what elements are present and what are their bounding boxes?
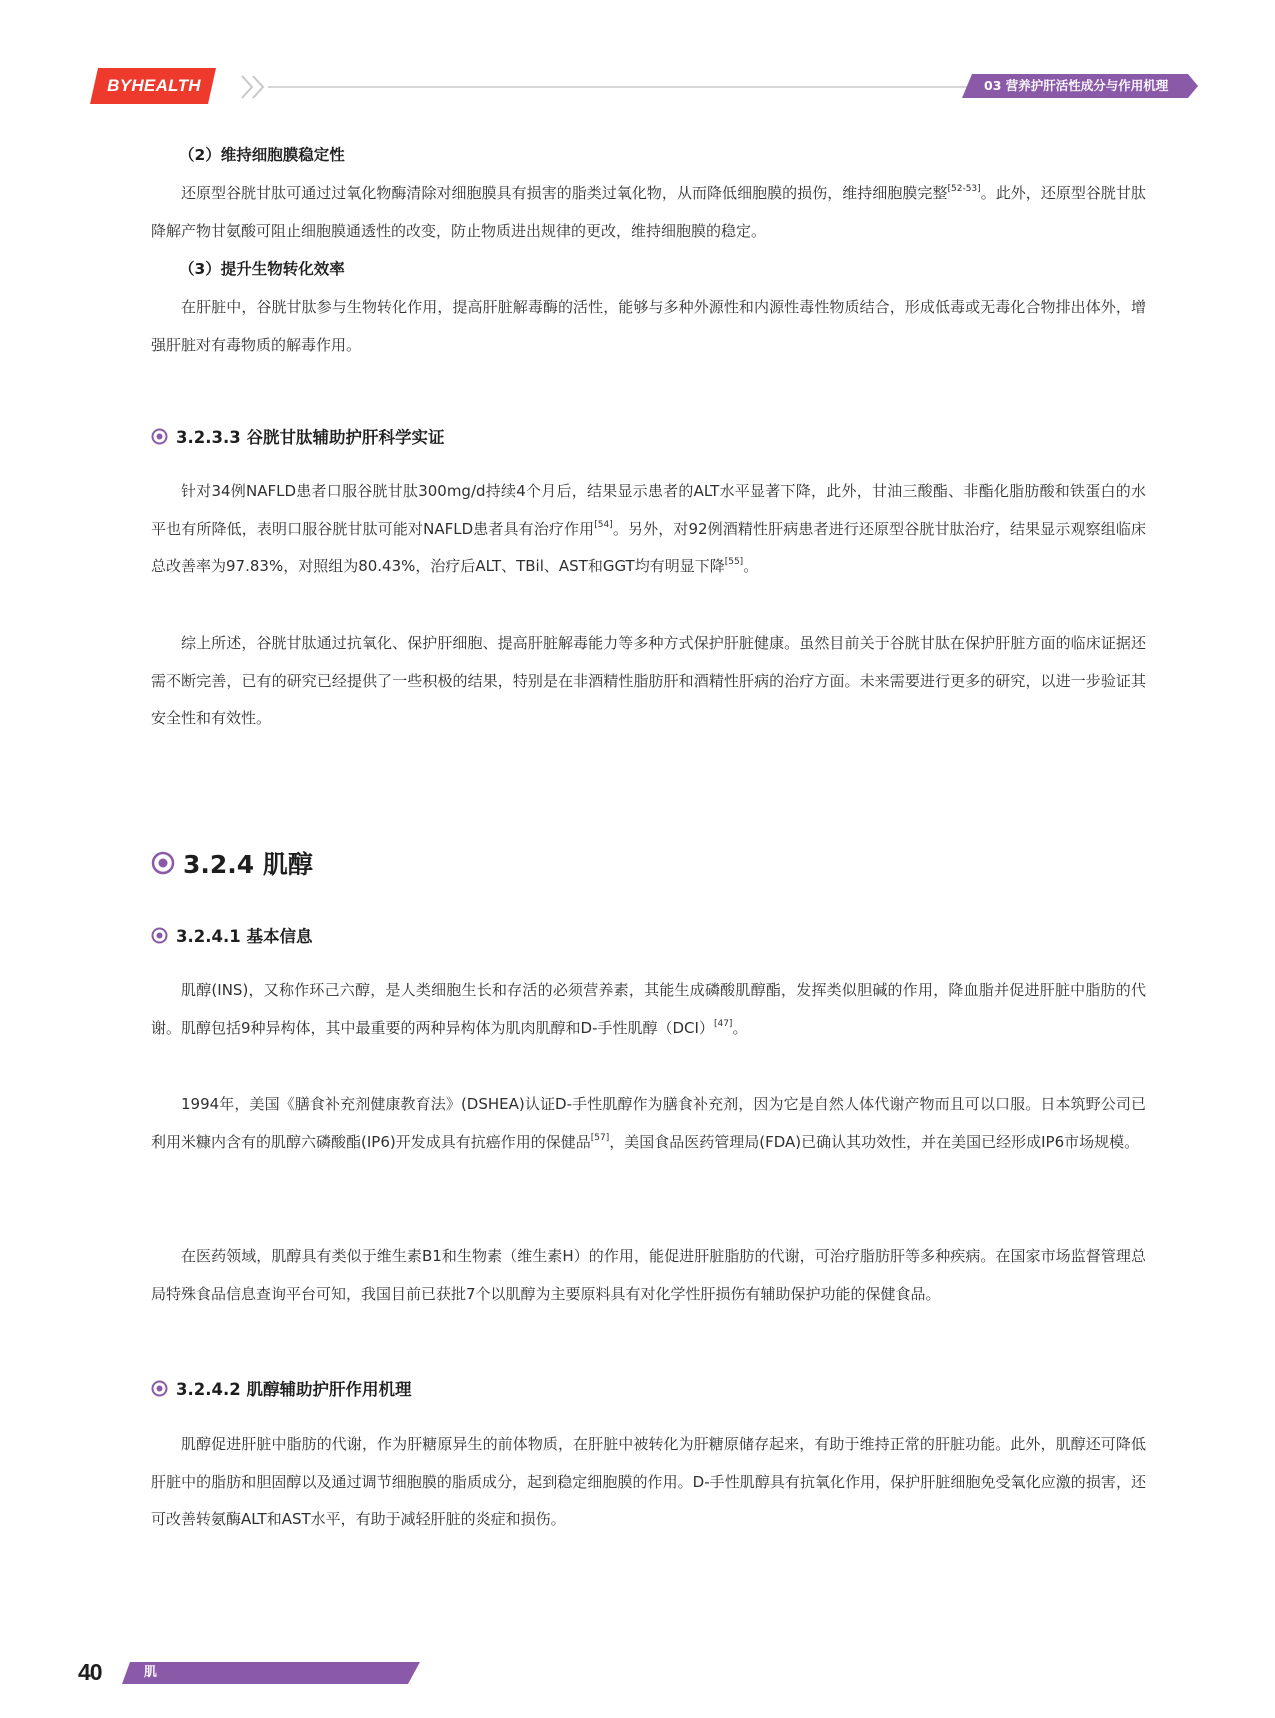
paragraph-membrane-stability: 还原型谷胱甘肽可通过过氧化物酶清除对细胞膜具有损害的脂类过氧化物，从而降低细胞膜的损伤，维持细胞膜完整[52-53]。此外，还原型谷胱甘肽降解产物甘氨酸可阻止细胞膜通透性的改变，防止物质进出规律的更改，维持细胞膜的稳定。 [151, 184, 1146, 240]
heading-3242-label: 3.2.4.2 肌醇辅助护肝作用机理 [176, 1380, 412, 1399]
paragraph-inositol-mechanism: 肌醇促进肝脏中脂肪的代谢，作为肝糖原异生的前体物质，在肝脏中被转化为肝糖原储存起来，有助于维持正常的肝脏功能。此外，肌醇还可降低肝脏中的脂肪和胆固醇以及通过调节细胞膜的脂质成分，起到稳定细胞膜的作用。D-手性肌醇具有抗氧化作用，保护肝脏细胞免受氧化应激的损害，还可改善转氨酶ALT和AST水平，有助于减轻肝脏的炎症和损伤。 [151, 1435, 1146, 1529]
paragraph-inositol-medical: 在医药领域，肌醇具有类似于维生素B1和生物素（维生素H）的作用，能促进肝脏脂肪的代谢，可治疗脂肪肝等多种疾病。在国家市场监督管理总局特殊食品信息查询平台可知，我国目前已获批7个以肌醇为主要原料具有对化学性肝损伤有辅助保护功能的保健食品。 [151, 1247, 1146, 1303]
heading-3242 [151, 1376, 411, 1400]
target-ring-icon [151, 428, 168, 445]
citation: [52-53] [947, 184, 981, 194]
logo-text: BYHEALTH [107, 76, 201, 95]
heading-3233-label: 3.2.3.3 谷胱甘肽辅助护肝科学实证 [176, 428, 445, 447]
footer-section-label: 肌醇 [144, 1665, 158, 1702]
heading-324 [151, 845, 313, 881]
subheading-membrane-stability: （2）维持细胞膜稳定性 [179, 146, 345, 164]
paragraph-inositol-basic: 肌醇(INS)，又称作环己六醇，是人类细胞生长和存活的必须营养素，其能生成磷酸肌醇酯，发挥类似胆碱的作用，降血脂并促进肝脏中脂肪的代谢。肌醇包括9种异构体，其中最重要的两种异构体为肌肉肌醇和D-手性肌醇（DCI）[47]。 [151, 981, 1146, 1037]
citation: [57] [590, 1132, 610, 1143]
citation: [47] [713, 1018, 733, 1029]
target-ring-icon [151, 851, 175, 875]
heading-3233 [151, 424, 444, 448]
header-divider [268, 86, 968, 88]
subheading-biotransformation: （3）提升生物转化效率 [179, 260, 345, 278]
section-tab-label: 03 营养护肝活性成分与作用机理 [984, 78, 1169, 93]
heading-3241-label: 3.2.4.1 基本信息 [176, 927, 313, 946]
paragraph-inositol-history: 1994年，美国《膳食补充剂健康教育法》(DSHEA)认证D-手性肌醇作为膳食补充剂，因为它是自然人体代谢产物而且可以口服。日本筑野公司已利用米糠内含有的肌醇六磷酸酯(IP6)开发成具有抗癌作用的保健品[57]，美国食品医药管理局(FDA)已确认其功效性，并在美国已经形成IP6市场规模。 [151, 1095, 1146, 1151]
paragraph-glutathione-summary: 综上所述，谷胱甘肽通过抗氧化、保护肝细胞、提高肝脏解毒能力等多种方式保护肝脏健康。虽然目前关于谷胱甘肽在保护肝脏方面的临床证据还需不断完善，已有的研究已经提供了一些积极的结果，特别是在非酒精性脂肪肝和酒精性肝病的治疗方面。未来需要进行更多的研究，以进一步验证其安全性和有效性。 [151, 634, 1146, 728]
citation: [55] [724, 557, 744, 568]
target-ring-icon [151, 927, 168, 944]
footer-bar [122, 1662, 420, 1702]
double-chevron-icon [240, 74, 270, 100]
citation: [54] [594, 519, 613, 530]
paragraph-biotransformation: 在肝脏中，谷胱甘肽参与生物转化作用，提高肝脏解毒酶的活性，能够与多种外源性和内源性毒性物质结合，形成低毒或无毒化合物排出体外，增强肝脏对有毒物质的解毒作用。 [151, 298, 1146, 354]
heading-324-label: 3.2.4 肌醇 [183, 850, 313, 879]
heading-3241 [151, 923, 312, 947]
section-tab [962, 74, 1198, 98]
target-ring-icon [151, 1380, 168, 1397]
paragraph-glutathione-evidence: 针对34例NAFLD患者口服谷胱甘肽300mg/d持续4个月后，结果显示患者的ALT水平显著下降，此外，甘油三酸酯、非酯化脂肪酸和铁蛋白的水平也有所降低，表明口服谷胱甘肽可能对NAFLD患者具有治疗作用[54]。另外，对92例酒精性肝病患者进行还原型谷胱甘肽治疗，结果显示观察组临床总改善率为97.83%，对照组为80.43%，治疗后ALT、TBil、AST和GGT均有明显下降[55]。 [151, 482, 1146, 576]
brand-logo [90, 66, 218, 106]
page-number: 40 [78, 1659, 102, 1685]
